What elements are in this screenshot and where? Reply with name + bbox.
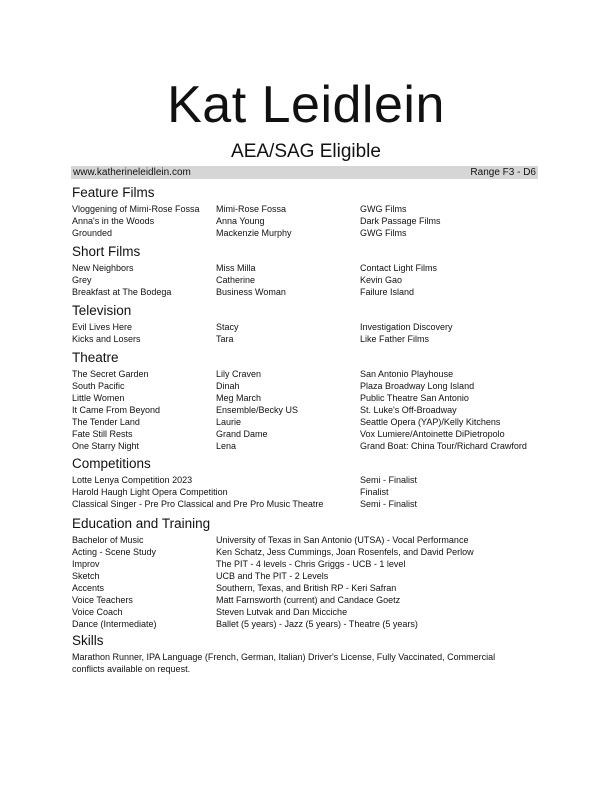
credit-company: Kevin Gao (360, 275, 403, 285)
credit-company: Failure Island (360, 287, 415, 297)
credit-row (72, 416, 542, 428)
training-area: Improv (72, 559, 100, 569)
training-area: Dance (Intermediate) (72, 619, 157, 629)
section-education (72, 516, 542, 630)
credit-row (72, 274, 542, 286)
credit-company: St. Luke's Off-Broadway (360, 405, 457, 415)
section-theatre (72, 350, 542, 452)
credit-role: Lily Craven (216, 369, 262, 379)
credit-title: South Pacific (72, 381, 125, 391)
skills-text: Marathon Runner, IPA Language (French, German, Italian) Driver's License, Fully Vaccinated, Commercial conflicts available on request. (72, 652, 496, 674)
training-detail: Ballet (5 years) - Jazz (5 years) - Theatre (5 years) (216, 619, 418, 629)
training-row (72, 534, 542, 546)
credit-company: Plaza Broadway Long Island (360, 381, 475, 391)
credit-title: Breakfast at The Bodega (72, 287, 172, 297)
website-link[interactable]: www.katherineleidlein.com (73, 167, 191, 178)
training-detail: UCB and The PIT - 2 Levels (216, 571, 329, 581)
competition-result: Semi - Finalist (360, 499, 418, 509)
credit-role: Grand Dame (216, 429, 268, 439)
credit-company: Seattle Opera (YAP)/Kelly Kitchens (360, 417, 501, 427)
credit-role: Ensemble/Becky US (216, 405, 299, 415)
credit-company: San Antonio Playhouse (360, 369, 454, 379)
training-row (72, 570, 542, 582)
union-status: AEA/SAG Eligible (231, 141, 381, 162)
credit-title: Evil Lives Here (72, 322, 133, 332)
credit-title: One Starry Night (72, 441, 140, 451)
credit-title: Grounded (72, 228, 113, 238)
credit-title: Grey (72, 275, 92, 285)
section-heading: Short Films (72, 244, 141, 259)
competition-row (72, 486, 542, 498)
vocal-range: Range F3 - D6 (470, 167, 536, 178)
credit-row (72, 203, 542, 215)
competition-row (72, 474, 542, 486)
credit-row (72, 392, 542, 404)
credit-title: Fate Still Rests (72, 429, 133, 439)
credit-title: Vloggening of Mimi-Rose Fossa (72, 204, 200, 214)
competition-name: Classical Singer - Pre Pro Classical and Pre Pro Music Theatre (72, 499, 324, 509)
credit-row (72, 262, 542, 274)
credit-company: Grand Boat: China Tour/Richard Crawford (360, 441, 527, 451)
credit-row (72, 227, 542, 239)
training-area: Voice Coach (72, 607, 123, 617)
credit-row (72, 321, 542, 333)
competition-row (72, 498, 542, 510)
section-heading: Feature Films (72, 185, 155, 200)
credit-title: Little Women (72, 393, 125, 403)
section-short-films (72, 244, 542, 298)
credit-row (72, 333, 542, 345)
credit-row (72, 380, 542, 392)
training-detail: Southern, Texas, and British RP - Keri Safran (216, 583, 397, 593)
section-feature-films (72, 185, 542, 239)
credit-company: Contact Light Films (360, 263, 438, 273)
section-heading: Competitions (72, 456, 151, 471)
credit-role: Catherine (216, 275, 256, 285)
training-detail: Steven Lutvak and Dan Micciche (216, 607, 348, 617)
credit-role: Mackenzie Murphy (216, 228, 292, 238)
credit-company: Public Theatre San Antonio (360, 393, 469, 403)
credit-title: The Tender Land (72, 417, 140, 427)
actor-name: Kat Leidlein (167, 76, 445, 134)
credit-company: GWG Films (360, 228, 407, 238)
section-competitions (72, 456, 542, 510)
credit-row (72, 428, 542, 440)
credit-row (72, 440, 542, 452)
credit-company: Like Father Films (360, 334, 430, 344)
section-television (72, 303, 542, 345)
credit-title: The Secret Garden (72, 369, 149, 379)
credit-role: Meg March (216, 393, 262, 403)
training-detail: Ken Schatz, Jess Cummings, Joan Rosenfels, and David Perlow (216, 547, 474, 557)
credit-role: Laurie (216, 417, 242, 427)
training-row (72, 582, 542, 594)
training-row (72, 594, 542, 606)
credit-company: GWG Films (360, 204, 407, 214)
training-row (72, 558, 542, 570)
training-area: Sketch (72, 571, 100, 581)
training-detail: Matt Farnsworth (current) and Candace Goetz (216, 595, 401, 605)
training-row (72, 546, 542, 558)
credit-row (72, 404, 542, 416)
credit-role: Anna Young (216, 216, 265, 226)
credit-role: Stacy (216, 322, 239, 332)
competition-name: Lotte Lenya Competition 2023 (72, 475, 193, 485)
credit-company: Vox Lumiere/Antoinette DiPietropolo (360, 429, 505, 439)
credit-role: Lena (216, 441, 237, 451)
credit-row (72, 368, 542, 380)
section-heading: Theatre (72, 350, 119, 365)
section-skills (72, 633, 542, 675)
training-detail: University of Texas in San Antonio (UTSA) - Vocal Performance (216, 535, 469, 545)
credit-role: Miss Milla (216, 263, 256, 273)
section-heading: Television (72, 303, 132, 318)
credit-row (72, 286, 542, 298)
credit-row (72, 215, 542, 227)
contact-bar (71, 166, 538, 179)
training-area: Voice Teachers (72, 595, 133, 605)
credit-title: Anna's in the Woods (72, 216, 155, 226)
competition-name: Harold Haugh Light Opera Competition (72, 487, 228, 497)
competition-result: Finalist (360, 487, 389, 497)
training-row (72, 618, 542, 630)
credit-role: Dinah (216, 381, 240, 391)
credit-role: Business Woman (216, 287, 286, 297)
training-detail: The PIT - 4 levels - Chris Griggs - UCB - 1 level (216, 559, 406, 569)
section-heading: Education and Training (72, 516, 211, 531)
credit-role: Tara (216, 334, 234, 344)
credit-company: Investigation Discovery (360, 322, 453, 332)
credit-role: Mimi-Rose Fossa (216, 204, 287, 214)
training-area: Bachelor of Music (72, 535, 144, 545)
training-row (72, 606, 542, 618)
competition-result: Semi - Finalist (360, 475, 418, 485)
credit-title: Kicks and Losers (72, 334, 141, 344)
training-area: Accents (72, 583, 105, 593)
credit-title: New Neighbors (72, 263, 134, 273)
training-area: Acting - Scene Study (72, 547, 157, 557)
credit-company: Dark Passage Films (360, 216, 441, 226)
credit-title: It Came From Beyond (72, 405, 161, 415)
section-heading: Skills (72, 633, 104, 648)
